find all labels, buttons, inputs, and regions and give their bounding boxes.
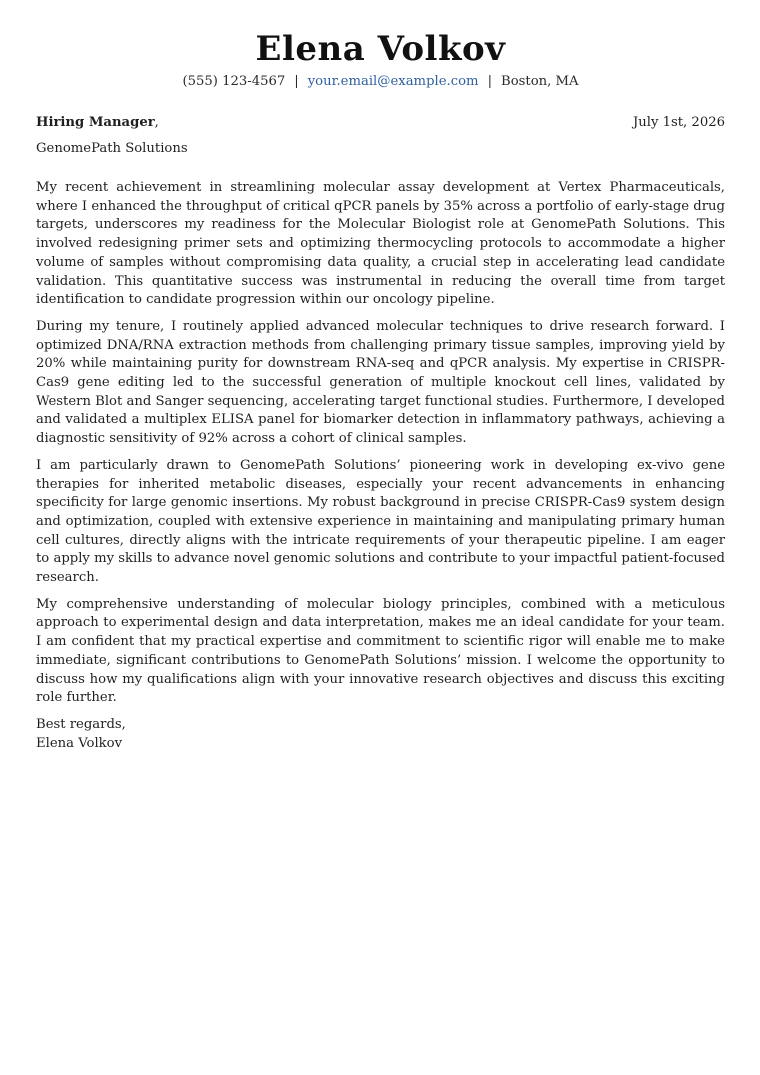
contact-separator: | [487,74,493,89]
company-name: GenomePath Solutions [36,141,188,156]
body-paragraph: During my tenure, I routinely applied advanced molecular techniques to drive research forward. I optimized DNA/​RNA extraction methods from challenging primary tissue samples, improving yield by 20% while maintaining purity for downstream RNA-seq and qPCR analysis. My expertise in CRISPR-Cas9 gene editing led to the successful generation of multiple knockout cell lines, validated by Western Blot and Sanger sequencing, accelerating target functional studies. Furthermore, I developed and validated a multiplex ELISA panel for biomarker detection in inflammatory pathways, achieving a diagnostic sensitivity of 92% across a cohort of clinical samples. [36,318,725,447]
email-link[interactable]: your.email@example.com [307,74,479,89]
cover-letter-page [36,0,725,753]
letter-body [36,179,725,708]
closing-phrase: Best regards, [36,716,126,732]
closing-block [36,716,725,753]
location: Boston, MA [501,74,579,89]
recipient-comma: , [154,115,159,130]
body-paragraph: My comprehensive understanding of molecular biology principles, combined with a meticulous approach to experimental design and data interpretation, makes me an ideal candidate for your team. I am confident that my practical expertise and commitment to scientific rigor will enable me to make immediate, significant contributions to GenomePath Solutions’ mission. I welcome the opportunity to discuss how my qualifications align with your innovative research objectives and discuss this exciting role further. [36,596,725,706]
contact-separator: | [294,74,299,89]
recipient-line [36,114,159,132]
salutation-row [36,114,725,132]
body-paragraph: I am particularly drawn to GenomePath Solutions’ pioneering work in developing ex-vivo gene therapies for inherited metabolic diseases, especially your recent advancements in enhancing specificity for large genomic insertions. My robust background in precise CRISPR-Cas9 system design and optimization, coupled with extensive experience in maintaining and manipulating primary human cell cultures, directly aligns with the intricate requirements of your therapeutic pipeline. I am eager to apply my skills to advance novel genomic solutions and contribute to your impactful patient-focused research. [36,457,725,586]
body-paragraph: My recent achievement in streamlining molecular assay development at Vertex Pharmaceuticals, where I enhanced the throughput of critical qPCR panels by 35% across a portfolio of early-stage drug targets, underscores my readiness for the Molecular Biologist role at GenomePath Solutions. This involved redesigning primer sets and optimizing thermocycling protocols to accommodate a higher volume of samples without compromising data quality, a crucial step in accelerating lead candidate validation. This quantitative success was instrumental in reducing the overall time from target identification to candidate progression within our oncology pipeline. [36,180,725,308]
applicant-name: Elena Volkov [255,29,506,69]
letter-date: July 1st, 2026 [632,115,725,130]
signature-name: Elena Volkov [36,735,123,751]
phone-number: (555) 123-4567 [182,74,286,89]
contact-line [36,73,725,91]
recipient: Hiring Manager [36,115,155,130]
